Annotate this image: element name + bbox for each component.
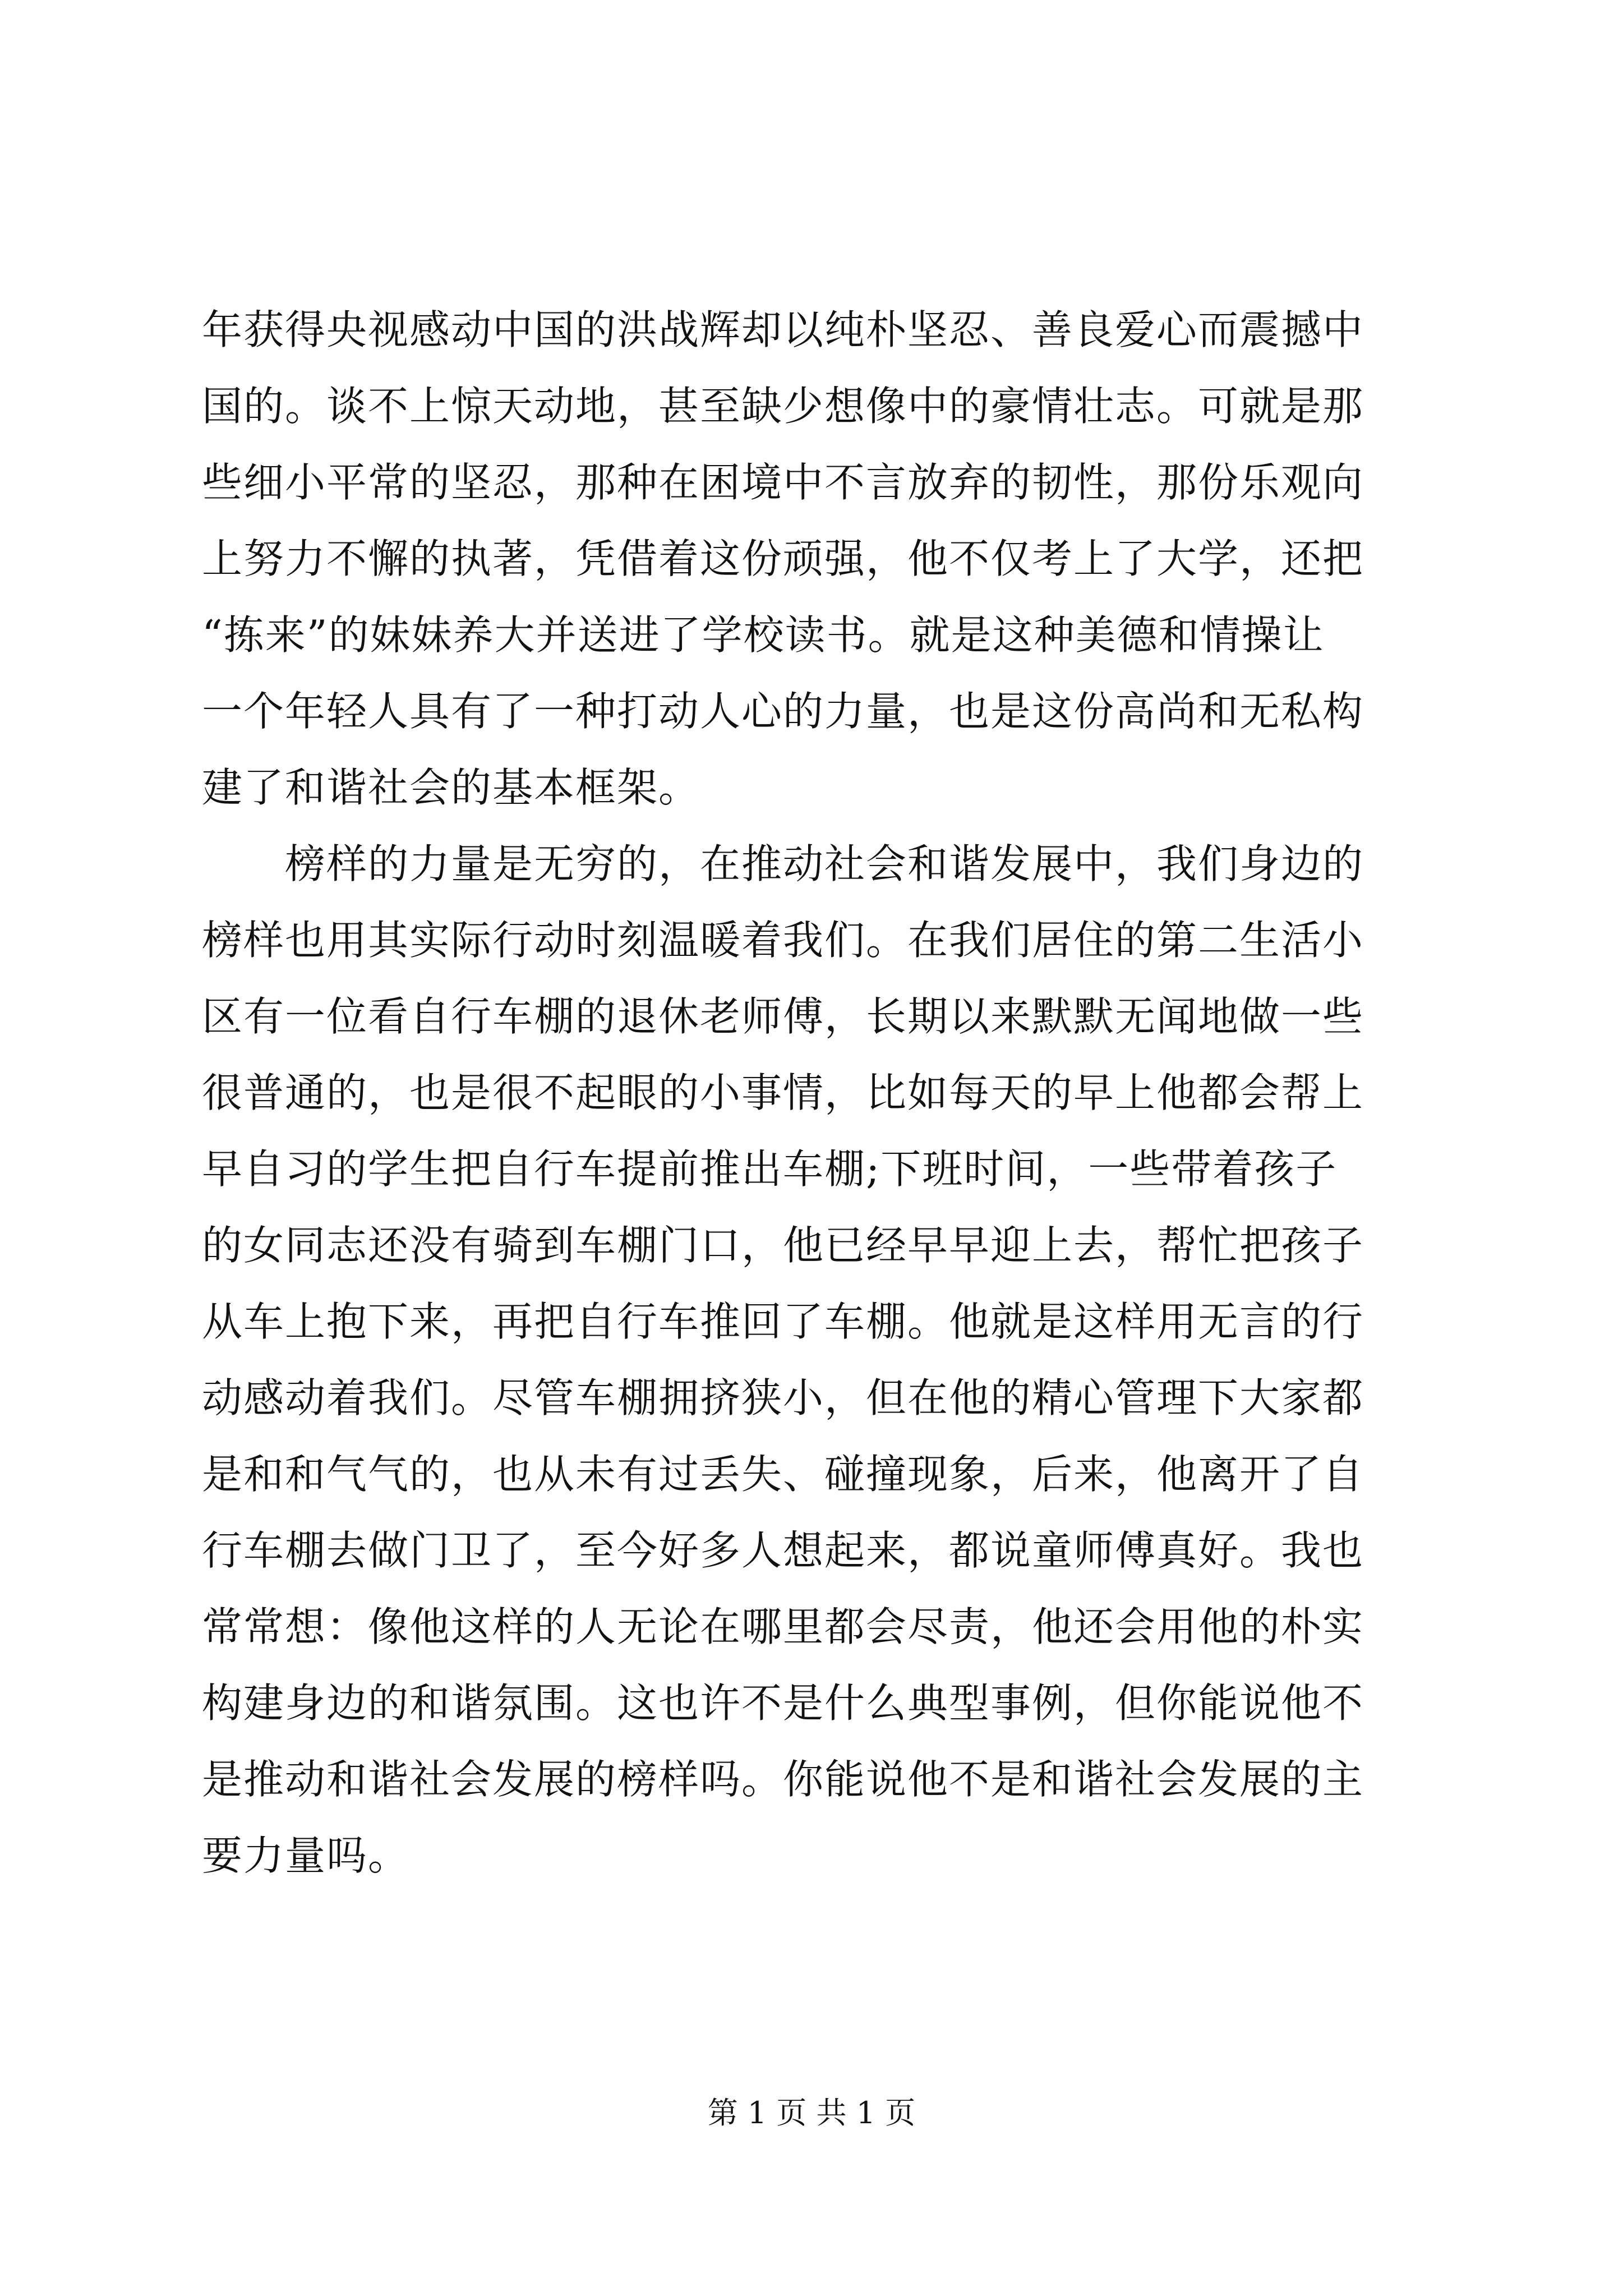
- body-text: [202, 292, 1436, 1894]
- text-line: 建了和谐社会的基本框架。: [202, 764, 700, 811]
- text-line: 是推动和谐社会发展的榜样吗。你能说他不是和谐社会发展的主: [202, 1756, 1364, 1803]
- text-line: 的女同志还没有骑到车棚门口，他已经早早迎上去，帮忙把孩子: [202, 1222, 1364, 1269]
- text-line: 榜样的力量是无穷的，在推动社会和谐发展中，我们身边的: [202, 840, 1364, 887]
- text-line: 早自习的学生把自行车提前推出车棚;下班时间，一些带着孩子: [202, 1145, 1338, 1193]
- text-line: 行车棚去做门卫了，至今好多人想起来，都说童师傅真好。我也: [202, 1527, 1364, 1574]
- text-line: 榜样也用其实际行动时刻温暖着我们。在我们居住的第二生活小: [202, 917, 1364, 964]
- text-line: “拣来”的妹妹养大并送进了学校读书。就是这种美德和情操让: [202, 611, 1325, 659]
- text-line: 区有一位看自行车棚的退休老师傅，长期以来默默无闻地做一些: [202, 993, 1364, 1040]
- text-line: 要力量吗。: [202, 1832, 410, 1879]
- text-line: 上努力不懈的执著，凭借着这份顽强，他不仅考上了大学，还把: [202, 535, 1364, 582]
- text-line: 很普通的，也是很不起眼的小事情，比如每天的早上他都会帮上: [202, 1069, 1364, 1116]
- page-number-footer: 第 1 页 共 1 页: [707, 2095, 916, 2131]
- text-line: 是和和气气的，也从未有过丢失、碰撞现象，后来，他离开了自: [202, 1451, 1364, 1498]
- text-line: 一个年轻人具有了一种打动人心的力量，也是这份高尚和无私构: [202, 688, 1364, 735]
- text-line: 构建身边的和谐氛围。这也许不是什么典型事例，但你能说他不: [202, 1680, 1364, 1727]
- text-line: 些细小平常的坚忍，那种在困境中不言放弃的韧性，那份乐观向: [202, 459, 1364, 506]
- text-line: 常常想：像他这样的人无论在哪里都会尽责，他还会用他的朴实: [202, 1603, 1364, 1650]
- text-line: 年获得央视感动中国的洪战辉却以纯朴坚忍、善良爱心而震撼中: [202, 306, 1364, 353]
- text-line: 动感动着我们。尽管车棚拥挤狭小，但在他的精心管理下大家都: [202, 1374, 1364, 1421]
- text-line: 从车上抱下来，再把自行车推回了车棚。他就是这样用无言的行: [202, 1298, 1364, 1345]
- text-line: 国的。谈不上惊天动地，甚至缺少想像中的豪情壮志。可就是那: [202, 383, 1364, 430]
